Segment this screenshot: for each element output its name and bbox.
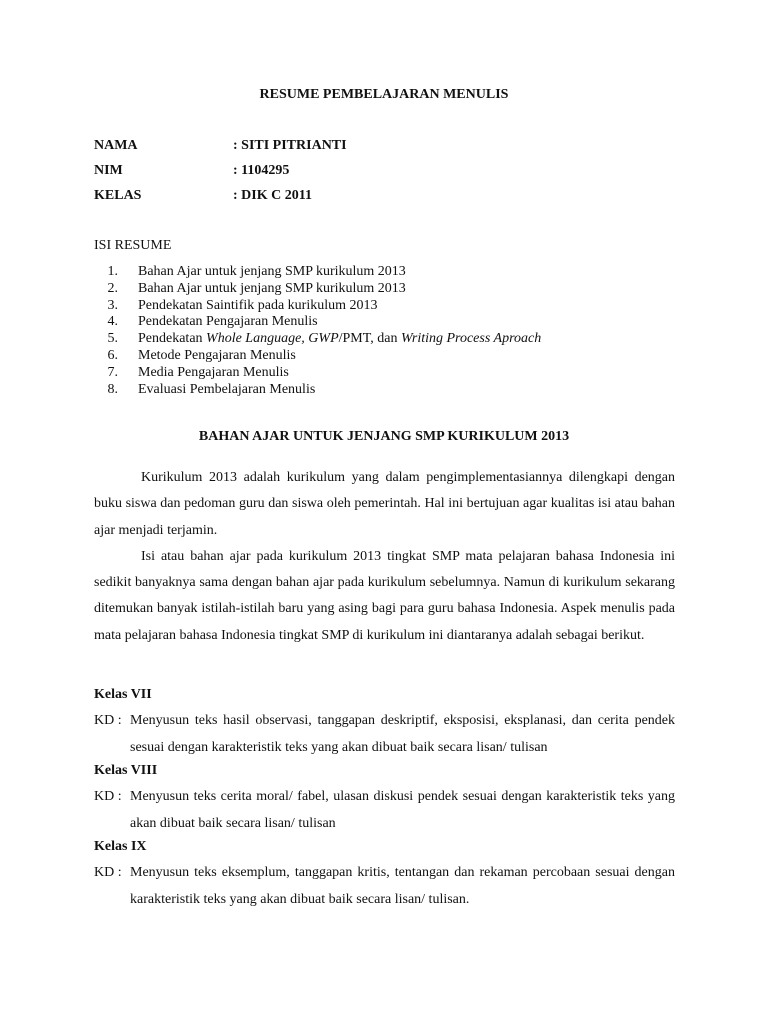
- list-number: 3.: [107, 297, 118, 313]
- list-item: [94, 348, 541, 365]
- list-text-part: Pendekatan: [138, 331, 207, 347]
- list-text: Bahan Ajar untuk jenjang SMP kurikulum 2013: [138, 280, 406, 296]
- list-item: [94, 382, 541, 399]
- kd-label: KD :: [94, 865, 122, 880]
- list-text: Pendekatan Pengajaran Menulis: [138, 314, 318, 330]
- kd-content: Menyusun teks eksemplum, tanggapan kritis, tentangan dan rekaman percobaan sesuai dengan karakteristik teks yang akan dibuat baik secara lisan/ tulisan.: [130, 865, 675, 907]
- kd-text: [94, 708, 675, 761]
- identity-value: : DIK C 2011: [233, 188, 312, 203]
- section-title: BAHAN AJAR UNTUK JENJANG SMP KURIKULUM 2013: [198, 429, 570, 444]
- resume-contents-list: [94, 264, 541, 398]
- identity-label: NIM: [94, 163, 123, 178]
- list-text-part: /PMT, dan: [338, 331, 401, 347]
- identity-label: NAMA: [94, 138, 138, 153]
- list-item: [94, 298, 541, 315]
- kelas-ix-block: [94, 834, 675, 913]
- kd-content: Menyusun teks cerita moral/ fabel, ulasan diskusi pendek sesuai dengan karakteristik teks yang akan dibuat baik secara lisan/ tulisan: [130, 789, 675, 831]
- list-text-italic: Writing Process Aproach: [400, 331, 542, 347]
- list-item: [94, 264, 541, 281]
- kelas-title: Kelas IX: [94, 839, 147, 854]
- identity-value: : SITI PITRIANTI: [233, 138, 347, 153]
- list-text-italic: Whole Language, GWP: [206, 331, 339, 347]
- kelas-title: Kelas VII: [94, 687, 152, 702]
- identity-label: KELAS: [94, 188, 142, 203]
- list-number: 5.: [107, 331, 118, 347]
- list-text: Evaluasi Pembelajaran Menulis: [138, 381, 316, 397]
- list-number: 8.: [107, 381, 118, 397]
- kelas-viii-block: [94, 758, 675, 837]
- identity-block: [94, 138, 347, 213]
- list-text: [138, 331, 541, 348]
- list-item: [94, 314, 541, 331]
- list-number: 2.: [107, 280, 118, 296]
- identity-value: : 1104295: [233, 163, 290, 178]
- identity-row-nim: [94, 163, 347, 188]
- list-item: [94, 331, 541, 348]
- kd-label: KD :: [94, 713, 122, 728]
- list-text: Pendekatan Saintifik pada kurikulum 2013: [138, 297, 378, 313]
- document-title: RESUME PEMBELAJARAN MENULIS: [259, 87, 509, 102]
- kelas-vii-block: [94, 682, 675, 761]
- list-item: [94, 281, 541, 298]
- list-number: 6.: [107, 347, 118, 363]
- list-item: [94, 365, 541, 382]
- list-number: 1.: [107, 264, 118, 279]
- list-number: 4.: [107, 314, 118, 330]
- kd-label: KD :: [94, 789, 122, 804]
- kd-content: Menyusun teks hasil observasi, tanggapan deskriptif, eksposisi, eksplanasi, dan cerita pendek sesuai dengan karakteristik teks yang akan dibuat baik secara lisan/ tulisan: [130, 713, 675, 755]
- list-text: Bahan Ajar untuk jenjang SMP kurikulum 2013: [138, 264, 406, 279]
- list-text: Metode Pengajaran Menulis: [138, 347, 296, 363]
- paragraph: Kurikulum 2013 adalah kurikulum yang dalam pengimplementasiannya dilengkapi dengan buku siswa dan pedoman guru dan siswa oleh pemerintah. Hal ini bertujuan agar kualitas isi atau bahan ajar menjadi terjamin.: [94, 470, 675, 538]
- kd-text: [94, 784, 675, 837]
- identity-row-kelas: [94, 188, 347, 213]
- section-body: [94, 465, 675, 649]
- list-text: Media Pengajaran Menulis: [138, 364, 289, 380]
- kelas-title: Kelas VIII: [94, 763, 158, 778]
- list-number: 7.: [107, 364, 118, 380]
- paragraph: Isi atau bahan ajar pada kurikulum 2013 tingkat SMP mata pelajaran bahasa Indonesia ini sedikit banyaknya sama dengan bahan ajar pada kurikulum sebelumnya. Namun di kurikulum sekarang ditemukan banyak istilah-istilah baru yang asing bagi para guru bahasa Indonesia. Aspek menulis pada mata pelajaran bahasa Indonesia tingkat SMP di kurikulum ini diantaranya adalah sebagai berikut.: [94, 548, 675, 643]
- kd-text: [94, 860, 675, 913]
- identity-row-nama: [94, 138, 347, 163]
- isi-resume-heading: ISI RESUME: [94, 238, 172, 253]
